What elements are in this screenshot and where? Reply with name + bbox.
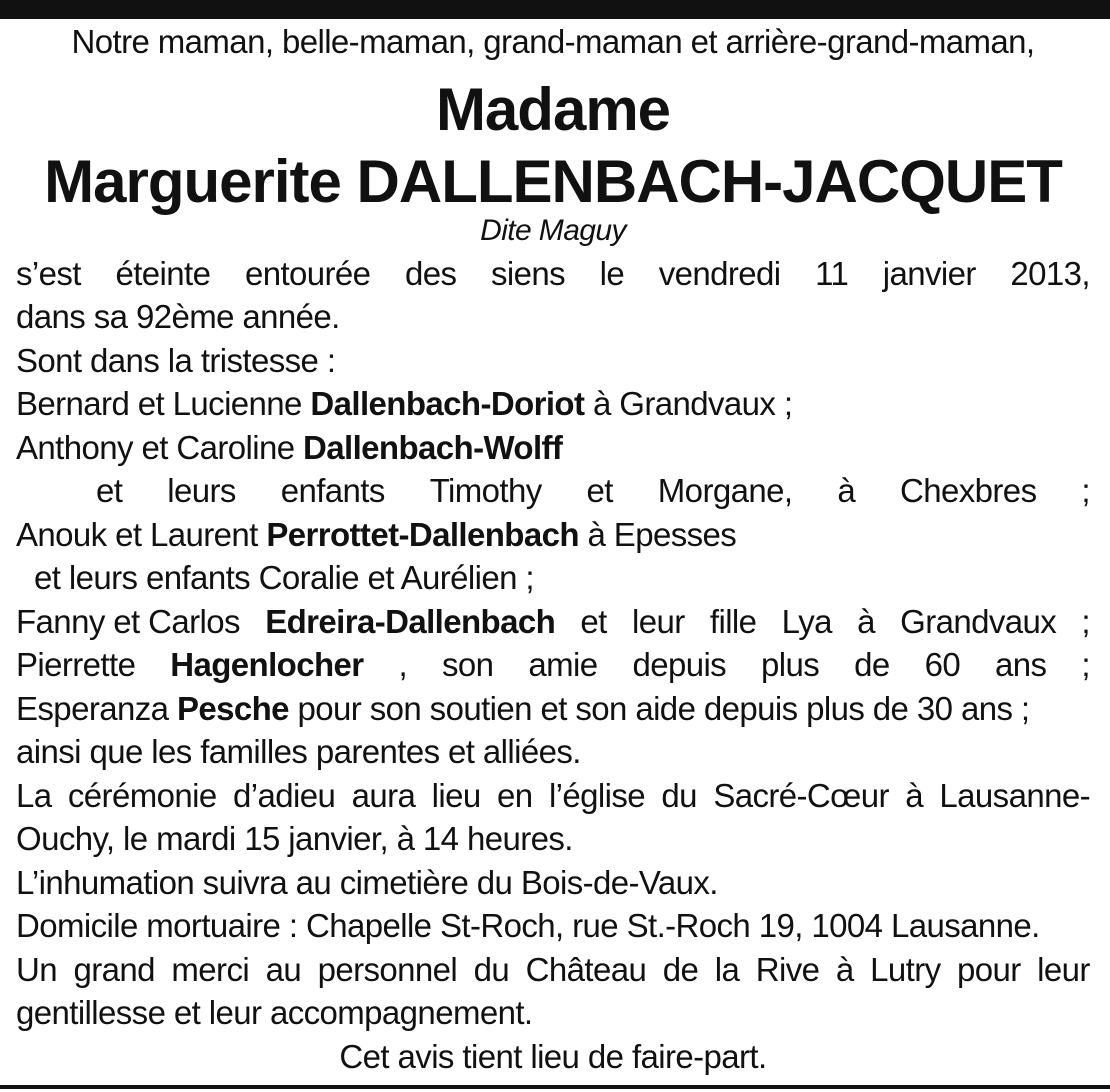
word: au: [265, 950, 302, 988]
word: de: [854, 646, 890, 683]
word: de: [662, 950, 699, 988]
word: ;: [1081, 472, 1090, 509]
word: personnel: [317, 950, 458, 988]
domicile-line: Domicile mortuaire : Chapelle St-Roch, rue St.-Roch 19, 1004 Lausanne.: [16, 907, 1040, 944]
word: Un: [16, 950, 57, 988]
mourner-tribute: pour son soutien et son aide depuis plus de 30 ans ;: [288, 689, 1030, 727]
word: ,: [398, 646, 408, 683]
word: plus: [761, 646, 820, 683]
word: cérémonie: [67, 776, 217, 814]
word: d’adieu: [232, 776, 336, 814]
word: Morgane,: [657, 472, 793, 509]
mourner-first-names: Esperanza: [16, 689, 177, 727]
word: janvier: [882, 254, 976, 292]
deceased-title: Madame: [435, 75, 671, 143]
word: éteinte: [115, 254, 211, 292]
word: et: [580, 602, 607, 640]
mourner-first-names: Pierrette: [16, 646, 136, 683]
families-line: ainsi que les familles parentes et alliées.: [16, 733, 581, 770]
word: à: [905, 776, 924, 814]
mourner-entry: [16, 426, 1090, 470]
bottom-border-rule: [0, 1085, 1110, 1089]
announcement-line-1: [16, 252, 1090, 296]
word: l’église: [548, 776, 646, 814]
mourner-family-name: Edreira-Dallenbach: [265, 602, 556, 640]
announcement-line-2: dans sa 92ème année.: [16, 298, 340, 335]
word: à: [837, 472, 856, 509]
word: ;: [1081, 602, 1090, 640]
mourner-location: à Epesses: [578, 515, 737, 553]
mourner-entry: [16, 513, 1090, 557]
word: enfants: [280, 472, 385, 509]
burial-line: L’inhumation suivra au cimetière du Bois-de-Vaux.: [16, 863, 718, 901]
word: lieu: [431, 776, 481, 814]
word: du: [661, 776, 697, 814]
word: s’est: [16, 254, 81, 292]
obituary-notice: [16, 20, 1090, 1078]
word: Lausanne-: [939, 776, 1090, 814]
ceremony-line-2: Ouchy, le mardi 15 janvier, à 14 heures.: [16, 820, 573, 857]
ceremony-line-1: [16, 774, 1090, 818]
word: vendredi: [658, 254, 781, 292]
word: aura: [351, 776, 416, 814]
word: à: [857, 602, 875, 640]
word: son: [442, 646, 494, 683]
word: leur: [632, 602, 685, 640]
mourner-first-names: Fanny et Carlos: [16, 602, 240, 640]
word: 2013,: [1010, 254, 1090, 292]
word: siens: [491, 254, 566, 292]
mourner-entry: [16, 600, 1090, 644]
word: 11: [815, 254, 849, 292]
word: entourée: [244, 254, 371, 292]
word: depuis: [632, 646, 727, 683]
word: merci: [171, 950, 250, 988]
thanks-line-1: [16, 948, 1090, 992]
word: Lya: [781, 602, 832, 640]
word: Sacré-Cœur: [713, 776, 889, 814]
closing-line: Cet avis tient lieu de faire-part.: [339, 1037, 767, 1075]
deceased-nickname: Dite Maguy: [480, 213, 626, 247]
mourner-family-name: Hagenlocher: [170, 646, 364, 683]
word: Lutry: [870, 950, 941, 988]
mourner-entry: [16, 687, 1090, 731]
mourner-family-name: Dallenbach-Doriot: [310, 385, 585, 422]
mourner-family-name: Perrottet-Dallenbach: [266, 515, 579, 553]
word: et: [586, 472, 613, 509]
word: des: [405, 254, 457, 292]
mourner-children-line: et leurs enfants Coralie et Aurélien ;: [34, 559, 534, 596]
mourner-children-line: [16, 469, 1090, 513]
word: Chexbres: [900, 472, 1037, 509]
word: Timothy: [429, 472, 542, 509]
top-border-rule: [0, 0, 1110, 19]
word: à: [835, 950, 854, 988]
word: Grandvaux: [900, 602, 1057, 640]
word: la: [714, 950, 740, 988]
word: La: [16, 776, 52, 814]
thanks-line-2: gentillesse et leur accompagnement.: [16, 994, 533, 1031]
word: grand: [73, 950, 155, 988]
word: ;: [1081, 646, 1090, 683]
mourner-first-names: Anouk et Laurent: [16, 515, 267, 553]
word: le: [599, 254, 625, 292]
word: 60: [924, 646, 961, 683]
word: Château: [525, 950, 647, 988]
word: amie: [528, 646, 598, 683]
word: leur: [1037, 950, 1090, 988]
mourner-family-name: Pesche: [176, 689, 289, 727]
intro-line: Notre maman, belle-maman, grand-maman et arrière-grand-maman,: [71, 23, 1035, 60]
mourner-entry: [16, 643, 1090, 687]
word: ans: [995, 646, 1047, 683]
word: et: [96, 472, 123, 509]
word: Rive: [755, 950, 820, 988]
mourner-entry: [16, 382, 1090, 426]
word: du: [473, 950, 510, 988]
word: pour: [957, 950, 1021, 988]
word: en: [497, 776, 533, 814]
mourners-heading: Sont dans la tristesse :: [16, 341, 336, 379]
mourner-location: à Grandvaux ;: [584, 385, 793, 422]
word: fille: [709, 602, 757, 640]
mourner-first-names: Bernard et Lucienne: [16, 385, 311, 422]
mourner-family-name: Dallenbach-Wolff: [303, 428, 563, 466]
mourner-first-names: Anthony et Caroline: [16, 428, 304, 466]
deceased-name: Marguerite DALLENBACH-JACQUET: [44, 147, 1062, 215]
word: leurs: [167, 472, 236, 509]
